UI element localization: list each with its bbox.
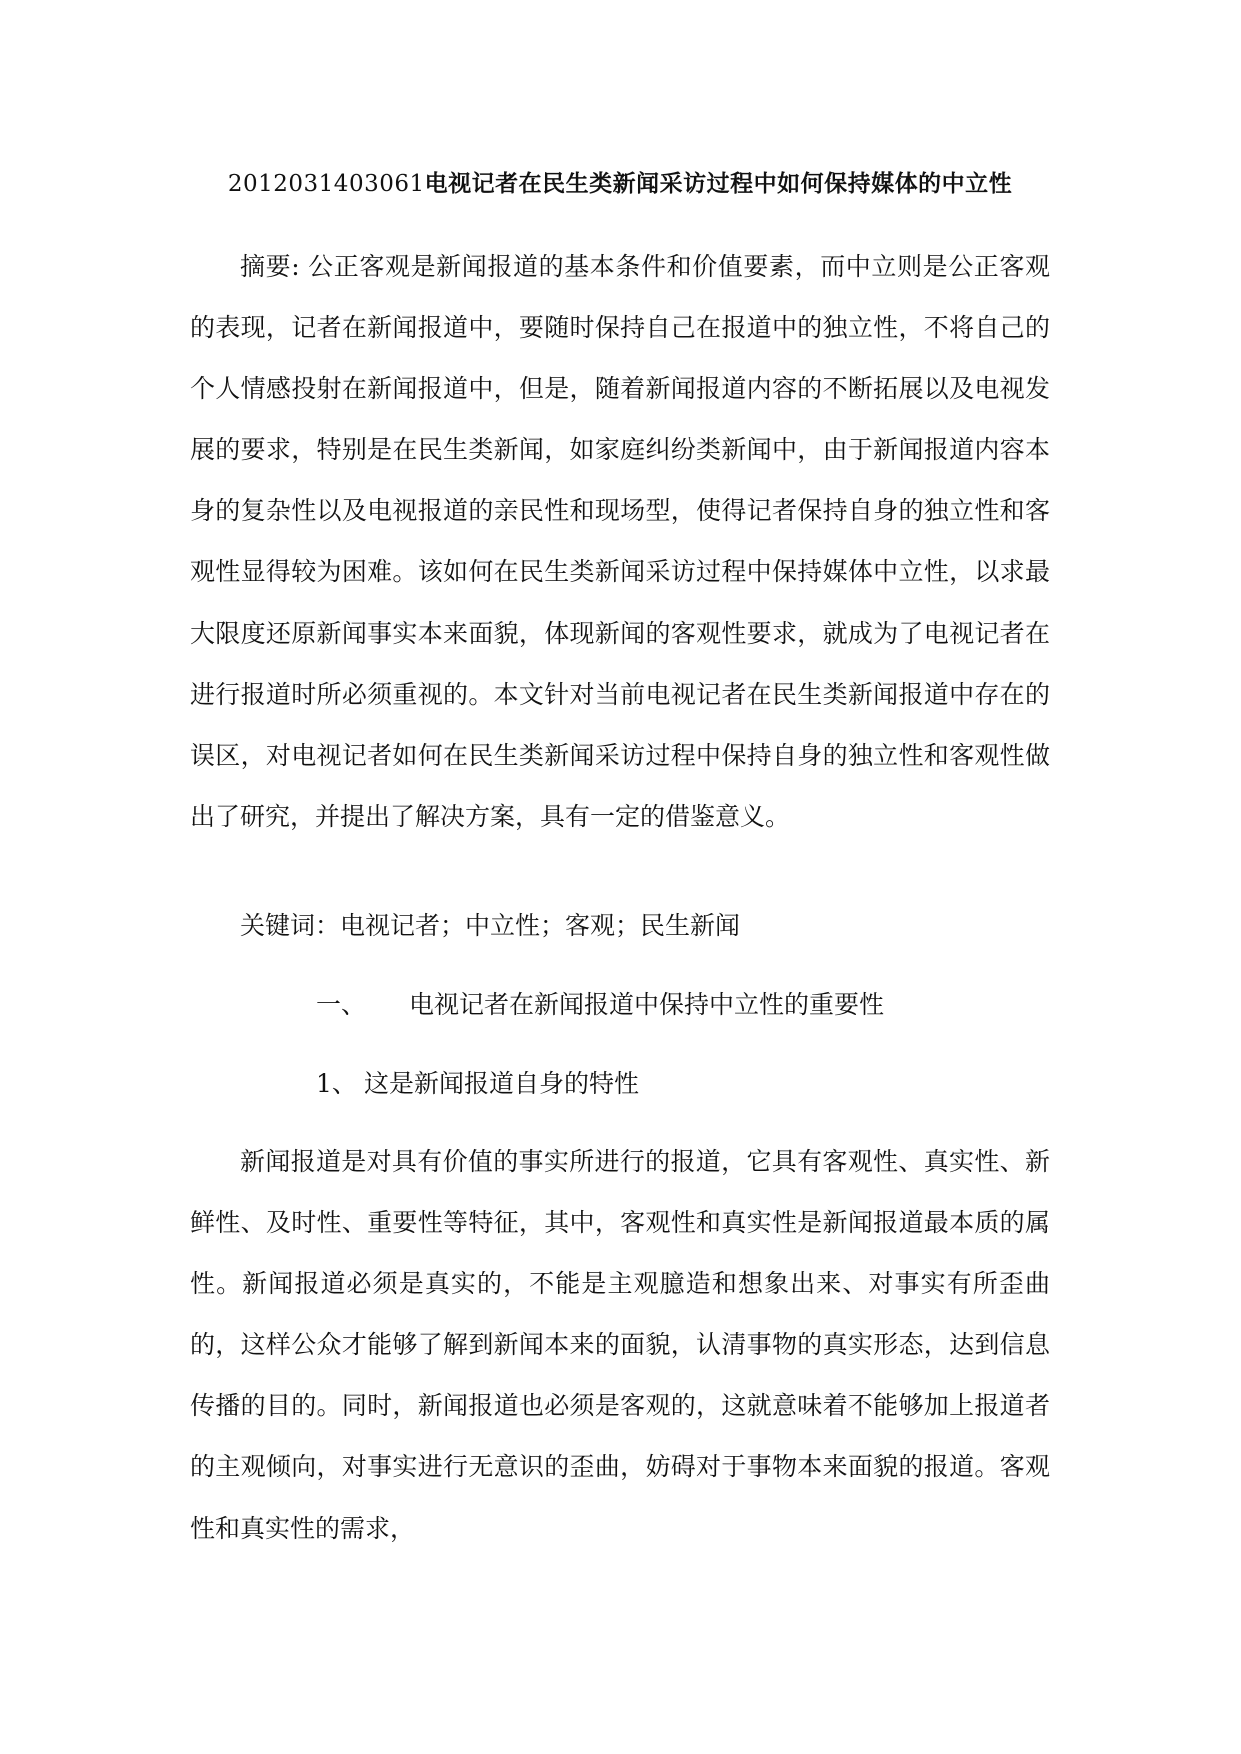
body-paragraph: 新闻报道是对具有价值的事实所进行的报道，它具有客观性、真实性、新鲜性、及时性、重要性等特征，其中，客观性和真实性是新闻报道最本质的属性。新闻报道必须是真实的，不能是主观臆造和想象出来、对事实有所歪曲的，这样公众才能够了解到新闻本来的面貌，认清事物的真实形态，达到信息传播的目的。同时，新闻报道也必须是客观的，这就意味着不能够加上报道者的主观倾向，对事实进行无意识的歪曲，妨碍对于事物本来面貌的报道。客观性和真实性的需求， — [190, 1147, 1050, 1543]
abstract-paragraph: 摘要: 公正客观是新闻报道的基本条件和价值要素，而中立则是公正客观的表现，记者在新闻报道中，要随时保持自己在报道中的独立性，不将自己的个人情感投射在新闻报道中，但是，随着新闻报道内容的不断拓展以及电视发展的要求，特别是在民生类新闻，如家庭纠纷类新闻中，由于新闻报道内容本身的复杂性以及电视报道的亲民性和现场型，使得记者保持自身的独立性和客观性显得较为困难。该如何在民生类新闻采访过程中保持媒体中立性，以求最大限度还原新闻事实本来面貌，体现新闻的客观性要求，就成为了电视记者在进行报道时所必须重视的。本文针对当前电视记者在民生类新闻报道中存在的误区，对电视记者如何在民生类新闻采访过程中保持自身的独立性和客观性做出了研究，并提出了解决方案，具有一定的借鉴意义。 — [190, 252, 1050, 831]
keywords-line: 关键词：电视记者；中立性；客观；民生新闻 — [240, 911, 741, 940]
document-title — [190, 164, 1050, 204]
title-text: 电视记者在民生类新闻采访过程中如何保持媒体的中立性 — [424, 170, 1013, 197]
section-heading — [316, 985, 884, 1025]
section-number: 一、 — [316, 990, 367, 1019]
subsection-number: 1、 — [316, 1069, 357, 1098]
section-title: 电视记者在新闻报道中保持中立性的重要性 — [409, 990, 885, 1019]
subsection-title: 这是新闻报道自身的特性 — [364, 1069, 640, 1098]
title-number: 2012031403061 — [227, 171, 425, 197]
subsection-heading — [316, 1064, 639, 1104]
